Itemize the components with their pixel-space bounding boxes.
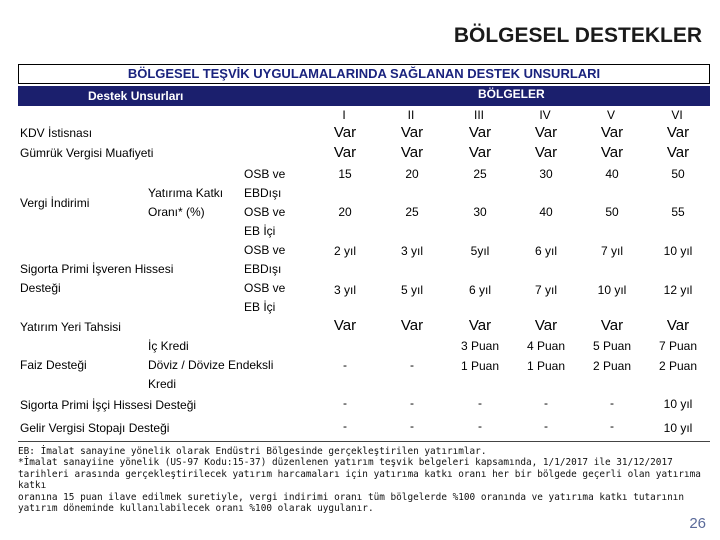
kdv-region-5: Var bbox=[600, 124, 624, 141]
vergi-ici-region-2: 25 bbox=[405, 205, 419, 219]
gelir-region-4: - bbox=[544, 419, 548, 433]
gumruk-region-6: Var bbox=[666, 144, 690, 161]
faiz-region-2: - bbox=[410, 358, 414, 372]
gumruk-region-4: Var bbox=[534, 144, 558, 161]
yatirim-region-2: Var bbox=[400, 317, 424, 334]
isci-region-4: - bbox=[544, 396, 548, 410]
vergi-disi-region-2: 20 bbox=[405, 167, 419, 181]
isci-region-2: - bbox=[410, 396, 414, 410]
yatirim-region-6: Var bbox=[666, 317, 690, 334]
vergi-ici-region-1: 20 bbox=[338, 205, 352, 219]
vergi-osb-disi-1: OSB ve bbox=[244, 167, 286, 181]
row-label-yatirim-yeri: Yatırım Yeri Tahsisi bbox=[20, 320, 121, 334]
row-label-gumruk: Gümrük Vergisi Muafiyeti bbox=[20, 146, 154, 160]
header-bolgeler: BÖLGELER bbox=[478, 87, 545, 101]
gumruk-region-5: Var bbox=[600, 144, 624, 161]
row-label-gelir: Gelir Vergisi Stopajı Desteği bbox=[20, 421, 170, 435]
sigorta-ici-region-2: 5 yıl bbox=[400, 283, 423, 297]
row-label-sigorta-isci: Sigorta Primi İşçi Hissesi Desteği bbox=[20, 398, 197, 412]
table-banner: BÖLGESEL TEŞVİK UYGULAMALARINDA SAĞLANAN DESTEK UNSURLARI bbox=[127, 66, 601, 81]
row-label-vergi: Vergi İndirimi bbox=[20, 196, 90, 210]
sigorta-disi-region-1: 2 yıl bbox=[333, 244, 356, 258]
sigorta-osb-disi-2: EBDışı bbox=[244, 262, 282, 276]
sigorta-disi-region-2: 3 yıl bbox=[400, 244, 423, 258]
gumruk-region-1: Var bbox=[333, 144, 357, 161]
kdv-region-3: Var bbox=[468, 124, 492, 141]
vergi-ici-region-4: 40 bbox=[539, 205, 553, 219]
faiz-top-region-6: 7 Puan bbox=[658, 339, 698, 353]
faiz-bottom-region-3: 1 Puan bbox=[460, 359, 500, 373]
sigorta-ici-region-4: 7 yıl bbox=[534, 283, 557, 297]
sigorta-disi-region-3: 5yıl bbox=[470, 244, 490, 258]
vergi-disi-region-6: 50 bbox=[671, 167, 685, 181]
gelir-region-5: - bbox=[610, 419, 614, 433]
sigorta-disi-region-6: 10 yıl bbox=[663, 244, 693, 258]
vergi-sub-label-1: Yatırıma Katkı bbox=[148, 186, 224, 200]
faiz-region-1: - bbox=[343, 358, 347, 372]
row-label-kdv: KDV İstisnası bbox=[20, 126, 93, 140]
sigorta-ici-region-5: 10 yıl bbox=[597, 283, 627, 297]
region-2-header: II bbox=[407, 108, 415, 122]
page-number: 26 bbox=[689, 515, 706, 532]
gelir-region-2: - bbox=[410, 419, 414, 433]
sigorta-disi-region-5: 7 yıl bbox=[600, 244, 623, 258]
faiz-bottom-region-5: 2 Puan bbox=[592, 359, 632, 373]
yatirim-region-5: Var bbox=[600, 317, 624, 334]
sigorta-ici-region-6: 12 yıl bbox=[663, 283, 693, 297]
region-5-header: V bbox=[606, 108, 615, 122]
kdv-region-4: Var bbox=[534, 124, 558, 141]
vergi-ici-region-6: 55 bbox=[671, 205, 685, 219]
vergi-disi-region-1: 15 bbox=[338, 167, 352, 181]
region-3-header: III bbox=[473, 108, 484, 122]
faiz-sub-doviz: Döviz / Dövize Endeksli bbox=[148, 358, 274, 372]
faiz-bottom-region-6: 2 Puan bbox=[658, 359, 698, 373]
vergi-disi-region-4: 30 bbox=[539, 167, 553, 181]
footnote-star-2: tarihleri arasında gerçekleştirilecek yatırım harcamaları için yatırıma katkı oranı her bir bölgede geçerli olan yatırıma katkı bbox=[18, 468, 701, 492]
yatirim-region-4: Var bbox=[534, 317, 558, 334]
row-label-faiz: Faiz Desteği bbox=[20, 358, 87, 372]
footnote-eb: EB: İmalat sanayine yönelik olarak Endüstri Bölgesinde gerçekleştirilen yatırımlar. bbox=[18, 446, 487, 457]
footnotes bbox=[18, 446, 710, 514]
header-destek-unsurlari: Destek Unsurları bbox=[88, 89, 184, 103]
yatirim-region-3: Var bbox=[468, 317, 492, 334]
footnote-star-1: *İmalat sanayiine yönelik (US-97 Kodu:15-37) düzenlenen yatırım teşvik belgeleri kapsamında, 1/1/2017 ile 31/12/2017 bbox=[18, 457, 673, 469]
vergi-osb-ici-1: OSB ve bbox=[244, 205, 286, 219]
faiz-top-region-3: 3 Puan bbox=[460, 339, 500, 353]
faiz-sub-kredi: Kredi bbox=[148, 377, 177, 391]
sigorta-osb-ici-2: EB İçi bbox=[244, 300, 276, 314]
gelir-region-1: - bbox=[343, 419, 347, 433]
gelir-region-3: - bbox=[478, 419, 482, 433]
table-bottom-rule bbox=[18, 441, 710, 442]
footnote-star-3: oranına 15 puan ilave edilmek suretiyle, vergi indirimi oranı tüm bölgelerde %100 oranında ve yatırıma katkı tutarının bbox=[18, 491, 685, 503]
kdv-region-1: Var bbox=[333, 124, 357, 141]
faiz-bottom-region-4: 1 Puan bbox=[526, 359, 566, 373]
kdv-region-2: Var bbox=[400, 124, 424, 141]
isci-region-3: - bbox=[478, 396, 482, 410]
isci-region-1: - bbox=[343, 396, 347, 410]
region-6-header: VI bbox=[671, 108, 683, 122]
footnote-star-4: yatırım döneminde kullanılabilecek oranı %100 olarak uygulanır. bbox=[18, 503, 374, 515]
gumruk-region-3: Var bbox=[468, 144, 492, 161]
faiz-sub-ic-kredi: İç Kredi bbox=[148, 339, 189, 353]
faiz-top-region-5: 5 Puan bbox=[592, 339, 632, 353]
sigorta-osb-ici-1: OSB ve bbox=[244, 281, 286, 295]
kdv-region-6: Var bbox=[666, 124, 690, 141]
slide-title: BÖLGESEL DESTEKLER bbox=[453, 24, 702, 47]
sigorta-ici-region-1: 3 yıl bbox=[333, 283, 356, 297]
vergi-osb-disi-2: EBDışı bbox=[244, 186, 282, 200]
vergi-disi-region-3: 25 bbox=[473, 167, 487, 181]
region-1-header: I bbox=[342, 108, 346, 122]
gumruk-region-2: Var bbox=[400, 144, 424, 161]
yatirim-region-1: Var bbox=[333, 317, 357, 334]
region-4-header: IV bbox=[539, 108, 551, 122]
row-label-sigorta-isveren-2: Desteği bbox=[20, 281, 61, 295]
vergi-sub-label-2: Oranı* (%) bbox=[148, 205, 205, 219]
vergi-osb-ici-2: EB İçi bbox=[244, 224, 276, 238]
vergi-ici-region-5: 50 bbox=[605, 205, 619, 219]
row-label-sigorta-isveren-1: Sigorta Primi İşveren Hissesi bbox=[20, 262, 174, 276]
vergi-ici-region-3: 30 bbox=[473, 205, 487, 219]
sigorta-disi-region-4: 6 yıl bbox=[534, 244, 557, 258]
faiz-top-region-4: 4 Puan bbox=[526, 339, 566, 353]
vergi-disi-region-5: 40 bbox=[605, 167, 619, 181]
gelir-region-6: 10 yıl bbox=[663, 421, 693, 435]
sigorta-osb-disi-1: OSB ve bbox=[244, 243, 286, 257]
isci-region-5: - bbox=[610, 396, 614, 410]
sigorta-ici-region-3: 6 yıl bbox=[468, 283, 491, 297]
isci-region-6: 10 yıl bbox=[663, 397, 693, 411]
